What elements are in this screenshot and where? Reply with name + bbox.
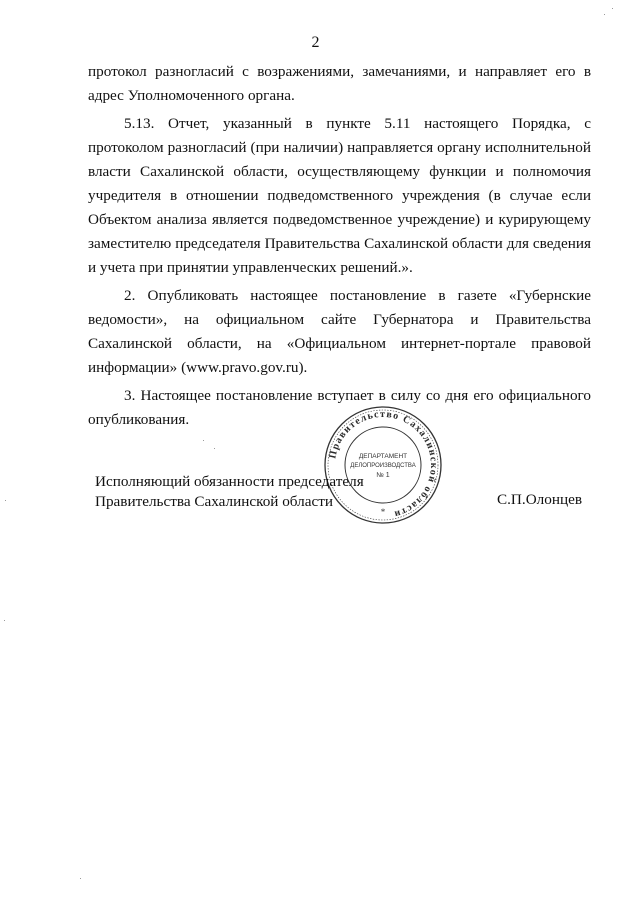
svg-text:Правительство Сахалинской обла: Правительство Сахалинской области xyxy=(327,408,440,520)
scan-speck xyxy=(4,620,5,621)
svg-text:*: * xyxy=(380,507,386,517)
svg-text:№ 1: № 1 xyxy=(376,472,390,479)
scan-speck xyxy=(5,500,6,501)
signatory-position-line2: Правительства Сахалинской области xyxy=(95,493,333,510)
signatory-position xyxy=(95,472,364,512)
paragraph-2-publish: 2. Опубликовать настоящее постановление в газете «Губернские ведомости», на официальном сайте Губернатора и Правительства Сахалинской области, на «Официальном интернет-портале правовой информации» (www.pravo.gov.ru). xyxy=(88,287,591,376)
document-body xyxy=(88,60,591,436)
signatory-position-line1: Исполняющий обязанности председателя xyxy=(95,473,364,490)
paragraph-continuation: протокол разногласий с возражениями, замечаниями, и направляет его в адрес Уполномоченного органа. xyxy=(88,63,591,104)
svg-text:ДЕЛОПРОИЗВОДСТВА: ДЕЛОПРОИЗВОДСТВА xyxy=(350,463,416,469)
svg-text:ДЕПАРТАМЕНТ: ДЕПАРТАМЕНТ xyxy=(358,453,408,460)
paragraph-3-effective: 3. Настоящее постановление вступает в силу со дня его официального опубликования. xyxy=(88,387,591,428)
scan-speck xyxy=(214,448,215,449)
scan-speck xyxy=(604,14,605,15)
paragraph-5-13: 5.13. Отчет, указанный в пункте 5.11 настоящего Порядка, с протоколом разногласий (при наличии) направляется органу исполнительной власти Сахалинской области, осуществляющему функции и полномочия учредителя в отношении подведомственного учреждения (в случае если Объектом анализа является подведомственное учреждение) и курирующему заместителю председателя Правительства Сахалинской области для сведения и учета при принятии управленческих решений.». xyxy=(88,115,591,276)
scan-speck xyxy=(80,878,81,879)
scan-speck xyxy=(612,8,613,9)
page-number: 2 xyxy=(311,34,320,51)
signatory-name: С.П.Олонцев xyxy=(497,491,582,508)
scan-speck xyxy=(203,440,204,441)
